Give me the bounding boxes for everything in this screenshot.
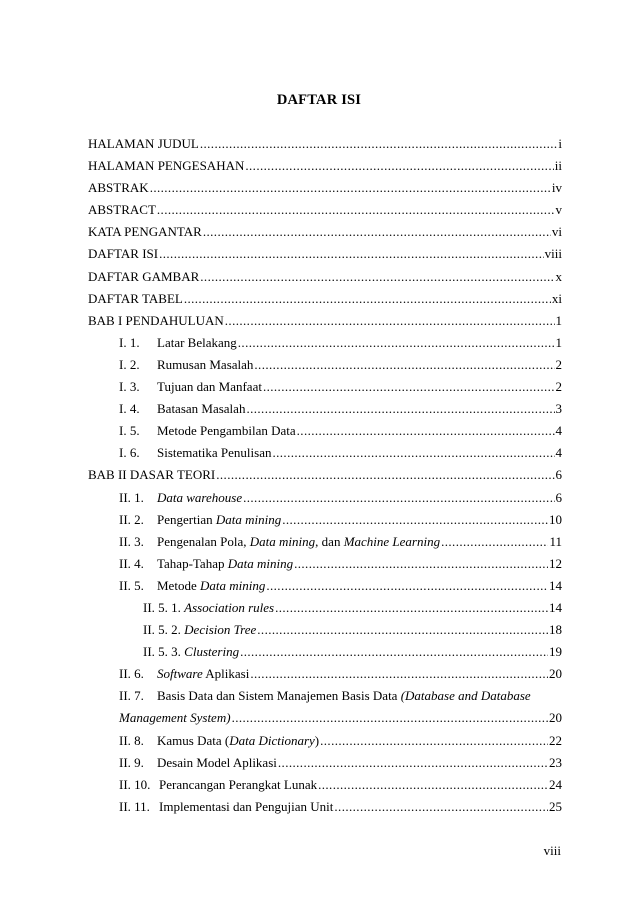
toc-entry-label: Rumusan Masalah xyxy=(157,356,254,372)
dot-leader xyxy=(245,158,553,174)
toc-page-number: 4 xyxy=(555,445,562,461)
toc-entry-label-italic: Data mining xyxy=(215,511,282,527)
toc-entry-label-italic: Data warehouse xyxy=(157,489,243,505)
toc-entry-label xyxy=(157,512,281,528)
toc-entry-1-6[interactable] xyxy=(88,445,562,467)
toc-entry-label: Desain Model Aplikasi xyxy=(157,754,277,770)
dot-leader xyxy=(240,644,548,660)
toc-entry-kata-pengantar[interactable] xyxy=(88,224,562,246)
toc-entry-label: HALAMAN PENGESAHAN xyxy=(88,158,245,174)
toc-entry-label-part: , dan xyxy=(315,533,344,549)
toc-entry-2-4[interactable] xyxy=(88,556,562,578)
toc-page-number: 24 xyxy=(549,776,562,792)
toc-entry-label-part: Metode xyxy=(157,577,200,593)
dot-leader xyxy=(243,490,554,506)
toc-page-number: 11 xyxy=(549,533,562,549)
dot-leader xyxy=(272,445,554,461)
toc-page-number: v xyxy=(555,202,562,218)
toc-section-number: II. 5. 1. xyxy=(143,599,181,615)
toc-page-number: i xyxy=(558,136,562,151)
toc-entry-2-3[interactable] xyxy=(88,534,562,556)
toc-entry-label xyxy=(143,622,256,638)
toc-entry-label: DAFTAR ISI xyxy=(88,246,159,262)
toc-entry-label-italic: Data mining xyxy=(199,577,266,593)
toc-section-number: II. 10. xyxy=(119,776,151,792)
toc-section-number: II. 1. xyxy=(119,489,144,505)
toc-entry-label: Perancangan Perangkat Lunak xyxy=(159,776,318,792)
toc-entry-label xyxy=(157,556,293,572)
toc-section-number: II. 5. 3. xyxy=(143,644,181,660)
toc-page-number: ii xyxy=(554,158,562,174)
toc-page-number: x xyxy=(555,268,562,284)
toc-entry-label: ABSTRAK xyxy=(88,180,149,196)
toc-entry-label-italic: Data mining xyxy=(249,533,316,549)
toc-section-number: I. 1. xyxy=(119,334,140,350)
dot-leader xyxy=(157,202,555,218)
toc-entry-label-italic: Association rules xyxy=(184,599,275,615)
toc-entry-1-1[interactable] xyxy=(88,335,562,357)
toc-page-number: 1 xyxy=(555,334,562,350)
toc-entry-label: KATA PENGANTAR xyxy=(88,224,202,240)
toc-section-number: II. 11. xyxy=(119,798,150,814)
toc-entry-2-2[interactable] xyxy=(88,512,562,534)
dot-leader xyxy=(159,246,544,262)
toc-page-number: 14 xyxy=(549,599,562,615)
toc-entry-2-5-3[interactable] xyxy=(88,644,562,666)
toc-entry-label-part: Pengenalan Pola, xyxy=(157,533,250,549)
toc-entry-2-9[interactable] xyxy=(88,755,562,777)
toc-entry-label-italic: (Database and Database xyxy=(400,688,531,704)
toc-entry-label: Sistematika Penulisan xyxy=(157,445,272,461)
dot-leader xyxy=(232,710,548,726)
toc-entry-abstract[interactable] xyxy=(88,202,562,224)
toc-entry-label-italic: Management System) xyxy=(119,710,231,726)
toc-entry-label-part: Kamus Data ( xyxy=(157,732,230,748)
toc-section-number: I. 5. xyxy=(119,423,140,439)
toc-entry-2-5-1[interactable] xyxy=(88,600,562,622)
dot-leader xyxy=(216,467,554,483)
toc-page-number: 6 xyxy=(555,467,562,483)
page-number: viii xyxy=(543,843,561,858)
toc-entry-label-italic: Software xyxy=(157,666,203,682)
toc-entry-label: Metode Pengambilan Data xyxy=(157,423,296,439)
toc-page-number: 1 xyxy=(555,312,562,328)
toc-entry-label xyxy=(119,710,231,726)
toc-section-number: I. 6. xyxy=(119,445,140,461)
toc-entry-label xyxy=(157,666,249,682)
toc-entry-label-italic: Decision Tree xyxy=(184,622,257,638)
toc-page-number: xi xyxy=(551,290,562,306)
toc-entry-2-7-continued[interactable] xyxy=(88,710,562,732)
dot-leader xyxy=(200,136,558,152)
toc-entry-label xyxy=(157,490,242,506)
toc-entry-label-part: ) xyxy=(314,732,320,748)
dot-leader xyxy=(257,622,548,638)
toc-entry-daftar-gambar[interactable] xyxy=(88,269,562,291)
toc-page-number: 25 xyxy=(549,798,562,814)
toc-entry-1-4[interactable] xyxy=(88,401,562,423)
toc-page-number: 23 xyxy=(549,754,562,770)
dot-leader xyxy=(266,578,548,594)
toc-entry-2-7[interactable] xyxy=(88,688,562,710)
toc-section-number: I. 3. xyxy=(119,379,140,395)
toc-entry-label-italic: Data mining xyxy=(227,555,294,571)
page-title: DAFTAR ISI xyxy=(276,92,362,108)
toc-page-number: 22 xyxy=(549,732,562,748)
toc-page-number: 20 xyxy=(549,666,562,682)
toc-entry-label: BAB I PENDAHULUAN xyxy=(88,312,224,328)
toc-page-number: 10 xyxy=(549,511,562,527)
toc-entry-label: Implementasi dan Pengujian Unit xyxy=(159,798,334,814)
dot-leader xyxy=(297,423,555,439)
toc-page-number: viii xyxy=(544,246,562,262)
dot-leader xyxy=(203,224,551,240)
toc-section-number: I. 4. xyxy=(119,401,140,417)
toc-page-number: vi xyxy=(551,224,562,240)
toc-entry-daftar-isi[interactable] xyxy=(88,246,562,268)
dot-leader xyxy=(254,357,554,373)
toc-entry-daftar-tabel[interactable] xyxy=(88,291,562,313)
toc-entry-2-5[interactable] xyxy=(88,578,562,600)
dot-leader xyxy=(278,755,548,771)
toc-entry-label xyxy=(157,688,531,704)
toc-entry-2-5-2[interactable] xyxy=(88,622,562,644)
toc-entry-2-6[interactable] xyxy=(88,666,562,688)
toc-section-number: II. 5. xyxy=(119,577,144,593)
toc-page-number: 6 xyxy=(555,489,562,505)
toc-entry-label: DAFTAR GAMBAR xyxy=(88,268,200,284)
dot-leader xyxy=(263,379,555,395)
toc-entry-label: Latar Belakang xyxy=(157,334,237,350)
toc-page-number: 19 xyxy=(549,644,562,660)
toc-entry-1-2[interactable] xyxy=(88,357,562,379)
toc-page-number: 20 xyxy=(549,710,562,726)
toc-section-number: I. 2. xyxy=(119,356,140,372)
toc-entry-label-italic: Clustering xyxy=(184,644,240,660)
toc-entry-label-part: Aplikasi xyxy=(202,666,250,682)
toc-section-number: II. 6. xyxy=(119,666,144,682)
toc-section-number: II. 9. xyxy=(119,754,144,770)
toc-entry-label-italic: Data Dictionary xyxy=(229,732,315,748)
toc-entry-label: Batasan Masalah xyxy=(157,401,246,417)
toc-entry-label xyxy=(143,644,239,660)
toc-section-number: II. 7. xyxy=(119,688,144,704)
toc-page-number: 12 xyxy=(549,555,562,571)
toc-page-number: iv xyxy=(551,180,562,196)
toc-entry-bab-2[interactable] xyxy=(88,467,562,489)
toc-section-number: II. 3. xyxy=(119,533,144,549)
toc-entry-2-10[interactable] xyxy=(88,777,562,799)
toc-entry-label-part: Tahap-Tahap xyxy=(157,555,228,571)
dot-leader xyxy=(320,733,548,749)
toc-section-number: II. 2. xyxy=(119,511,144,527)
dot-leader xyxy=(200,269,554,285)
dot-leader xyxy=(246,401,554,417)
toc-entry-abstrak[interactable] xyxy=(88,180,562,202)
toc-entry-bab-1[interactable] xyxy=(88,313,562,335)
toc-entry-label-part: Basis Data dan Sistem Manajemen Basis Data xyxy=(157,688,401,704)
toc-entry-label: DAFTAR TABEL xyxy=(88,290,183,306)
toc-entry-label: BAB II DASAR TEORI xyxy=(88,467,216,483)
toc-entry-label xyxy=(157,578,265,594)
toc-entry-label xyxy=(143,600,274,616)
toc-page-number: 14 xyxy=(549,577,562,593)
toc-entry-label: Tujuan dan Manfaat xyxy=(157,379,262,395)
toc-entry-label-part: Pengertian xyxy=(157,511,216,527)
dot-leader xyxy=(225,313,555,329)
toc-entry-1-3[interactable] xyxy=(88,379,562,401)
toc-entry-1-5[interactable] xyxy=(88,423,562,445)
toc-entry-2-11[interactable] xyxy=(88,799,562,821)
dot-leader xyxy=(441,534,548,550)
dot-leader xyxy=(150,180,551,196)
table-of-contents xyxy=(88,136,562,821)
dot-leader xyxy=(238,335,555,351)
toc-entry-label xyxy=(157,534,440,550)
dot-leader xyxy=(282,512,548,528)
dot-leader xyxy=(334,799,548,815)
toc-entry-2-8[interactable] xyxy=(88,733,562,755)
toc-entry-halaman-pengesahan[interactable] xyxy=(88,158,562,180)
toc-page-number: 2 xyxy=(555,379,562,395)
toc-entry-label: HALAMAN JUDUL xyxy=(88,136,199,151)
dot-leader xyxy=(318,777,548,793)
dot-leader xyxy=(294,556,548,572)
toc-entry-label: ABSTRACT xyxy=(88,202,156,218)
toc-section-number: II. 8. xyxy=(119,732,144,748)
dot-leader xyxy=(184,291,551,307)
toc-page-number: 4 xyxy=(555,423,562,439)
toc-entry-2-1[interactable] xyxy=(88,490,562,512)
toc-page-number: 3 xyxy=(555,401,562,417)
toc-entry-label-italic: Machine Learning xyxy=(343,533,441,549)
toc-section-number: II. 5. 2. xyxy=(143,622,181,638)
toc-page-number: 2 xyxy=(555,356,562,372)
dot-leader xyxy=(250,666,548,682)
toc-section-number: II. 4. xyxy=(119,555,144,571)
toc-entry-halaman-judul[interactable] xyxy=(88,136,562,158)
toc-entry-label xyxy=(157,733,319,749)
toc-page-number: 18 xyxy=(549,622,562,638)
dot-leader xyxy=(275,600,548,616)
